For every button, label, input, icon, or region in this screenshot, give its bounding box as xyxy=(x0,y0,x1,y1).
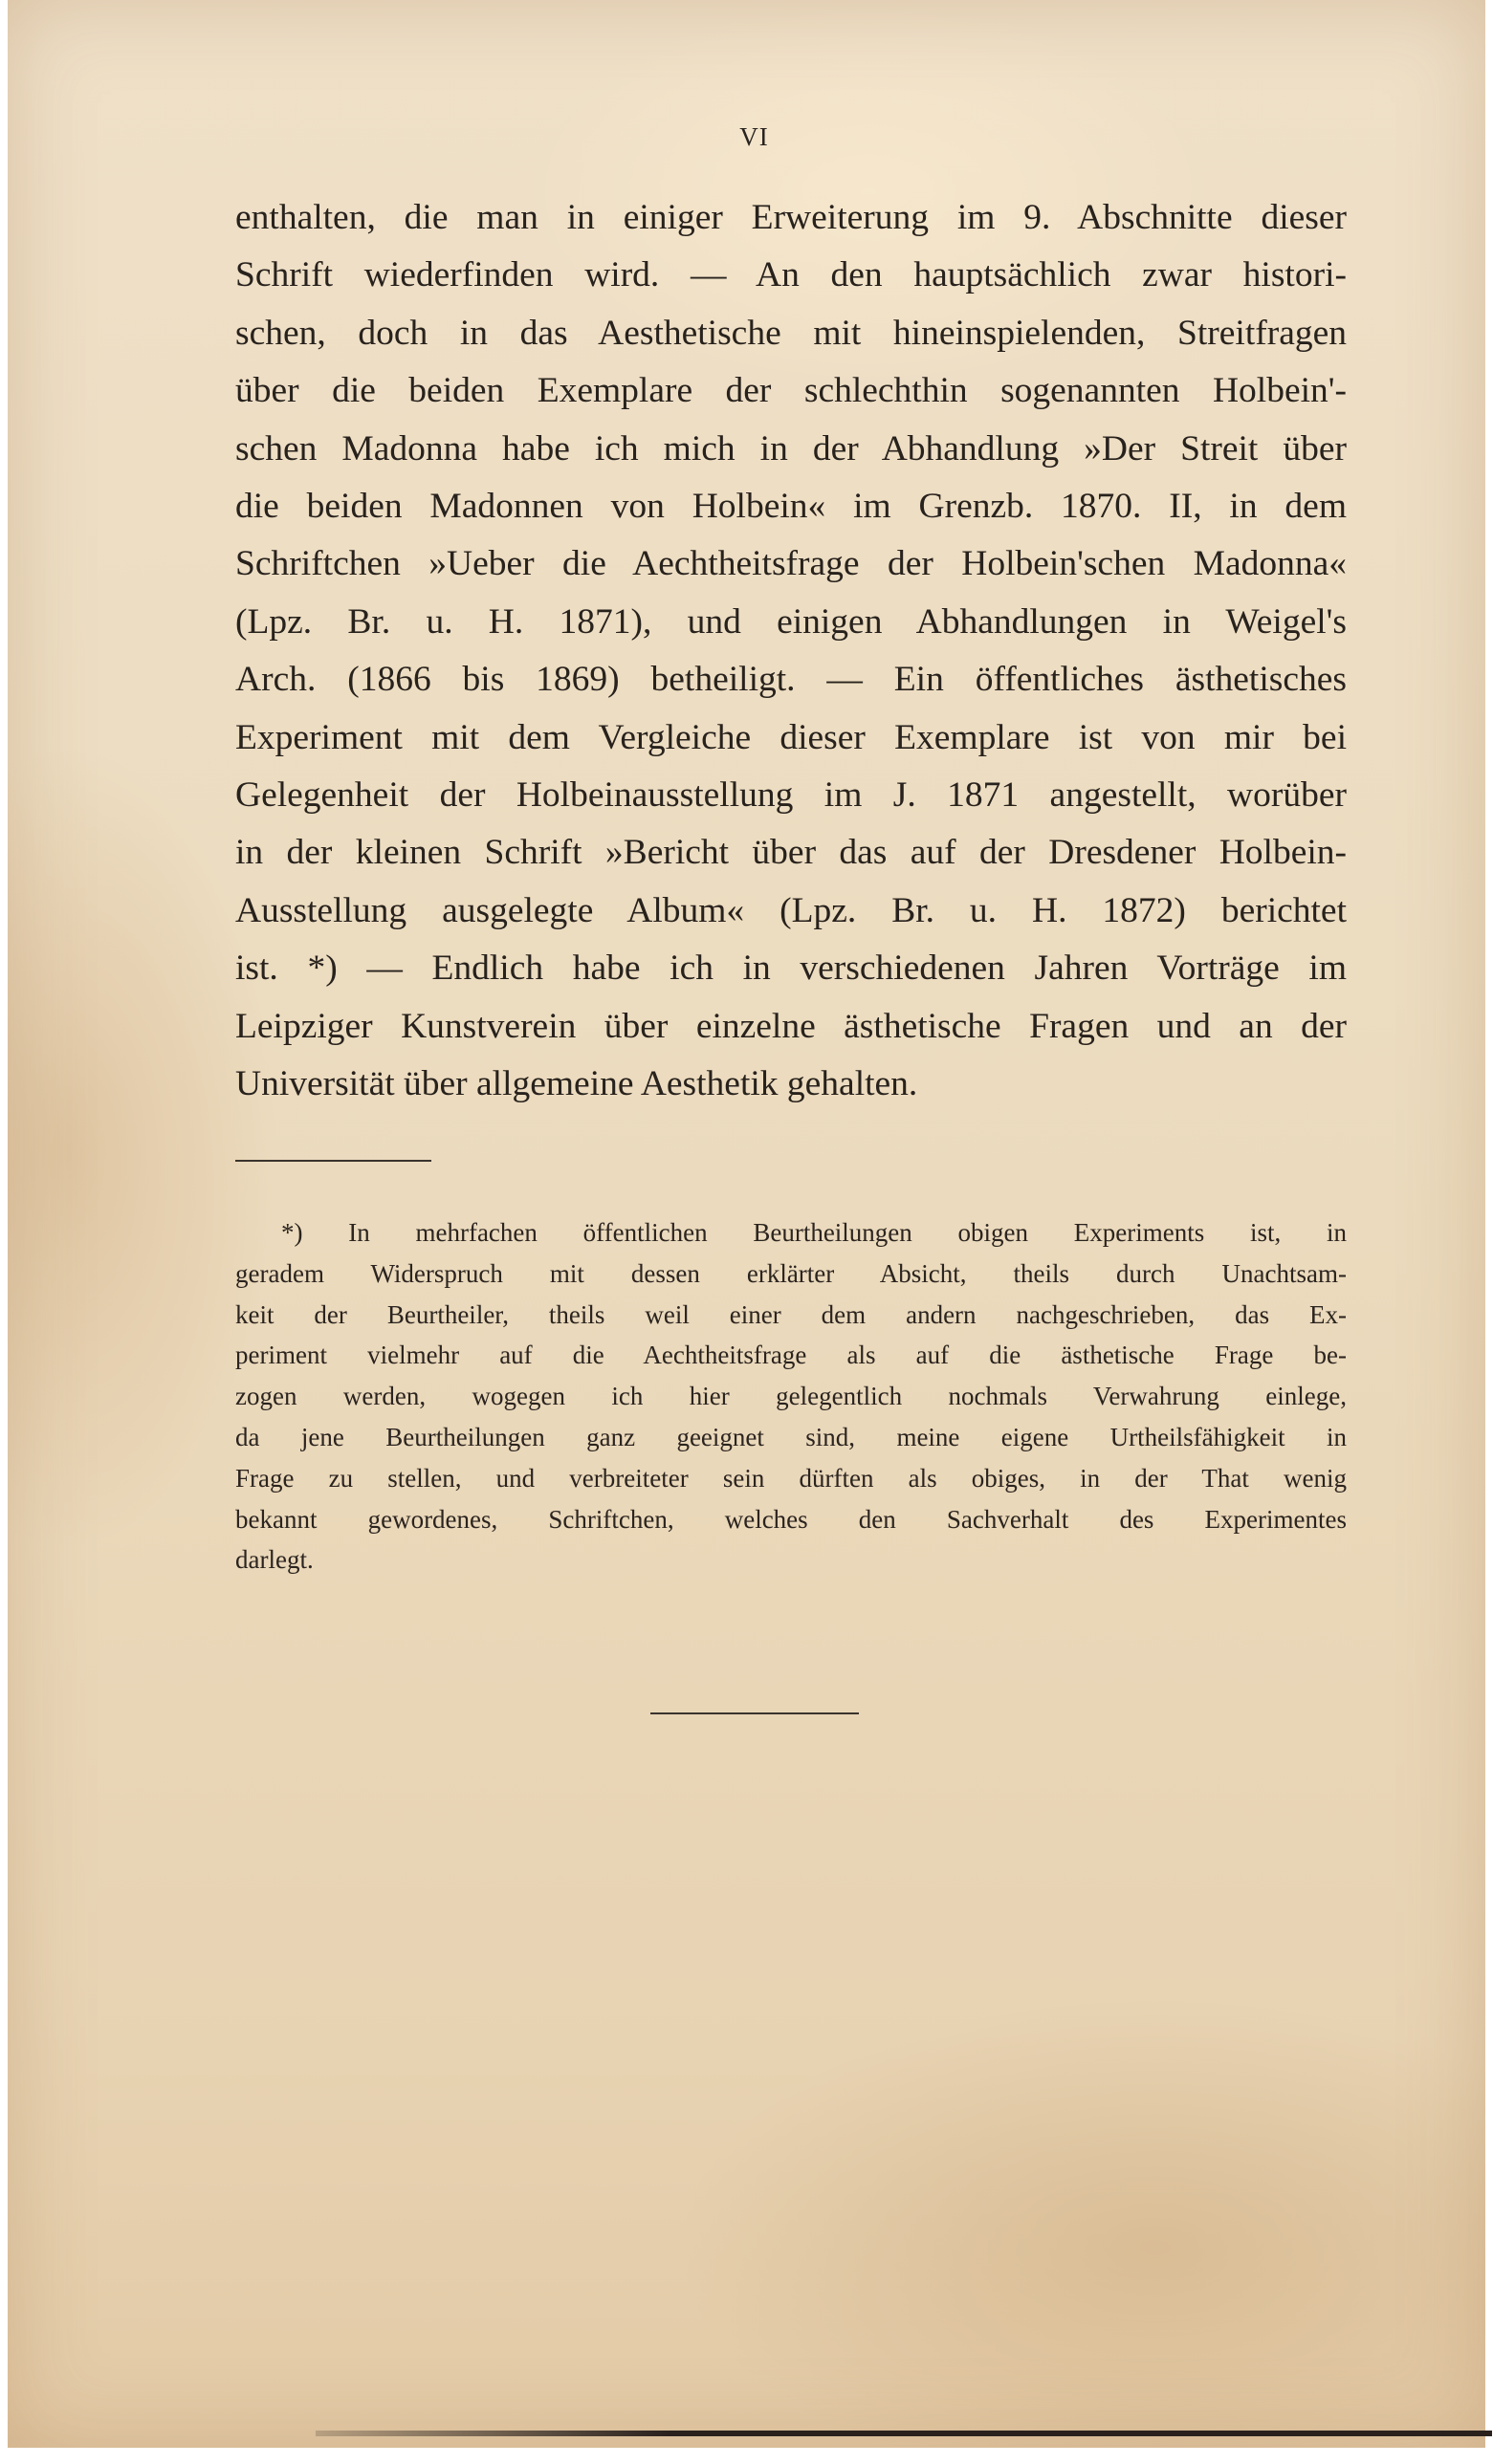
footnote xyxy=(235,1212,1347,1581)
footnote-line: Frage zu stellen, und verbreiteter sein dürften als obiges, in der That wenig xyxy=(235,1463,1347,1493)
text-line: die beiden Madonnen von Holbein« im Grenzb. 1870. II, in dem xyxy=(235,487,1347,527)
text-line: Gelegenheit der Holbeinausstellung im J. 1871 angestellt, worüber xyxy=(235,775,1347,816)
page-edge-shadow xyxy=(316,2431,1492,2436)
footnote-line: *) In mehrfachen öffentlichen Beurtheilungen obigen Experiments ist, in xyxy=(281,1218,1347,1247)
footnote-line: periment vielmehr auf die Aechtheitsfrage als auf die ästhetische Frage be- xyxy=(235,1341,1347,1370)
footnote-divider xyxy=(235,1160,431,1162)
section-end-divider xyxy=(650,1712,859,1714)
book-page xyxy=(8,0,1485,2448)
footnote-line: geradem Widerspruch mit dessen erklärter Absicht, theils durch Unachtsam- xyxy=(235,1258,1347,1288)
text-line: Schriftchen »Ueber die Aechtheitsfrage der Holbein'schen Madonna« xyxy=(235,544,1347,584)
page-number: VI xyxy=(739,122,769,151)
text-line: in der kleinen Schrift »Bericht über das auf der Dresdener Holbein- xyxy=(235,833,1347,873)
text-line: Arch. (1866 bis 1869) betheiligt. — Ein öffentliches ästhetisches xyxy=(235,660,1347,700)
text-line: (Lpz. Br. u. H. 1871), und einigen Abhandlungen in Weigel's xyxy=(235,601,1347,642)
footnote-line: darlegt. xyxy=(235,1545,314,1575)
text-line: Schrift wiederfinden wird. — An den hauptsächlich zwar histori- xyxy=(235,255,1347,295)
footnote-line: da jene Beurtheilungen ganz geeignet sind, meine eigene Urtheilsfähigkeit in xyxy=(235,1422,1347,1451)
footnote-line: bekannt gewordenes, Schriftchen, welches den Sachverhalt des Experimentes xyxy=(235,1504,1347,1534)
text-line: über die beiden Exemplare der schlechthin sogenannten Holbein'- xyxy=(235,371,1347,411)
text-line: Leipziger Kunstverein über einzelne ästhetische Fragen und an der xyxy=(235,1006,1347,1046)
text-line: Universität über allgemeine Aesthetik gehalten. xyxy=(235,1064,918,1104)
text-line: schen, doch in das Aesthetische mit hineinspielenden, Streitfragen xyxy=(235,313,1347,353)
main-text xyxy=(235,189,1347,1114)
text-line: Experiment mit dem Vergleiche dieser Exemplare ist von mir bei xyxy=(235,717,1347,757)
footnote-line: zogen werden, wogegen ich hier gelegentlich nochmals Verwahrung einlege, xyxy=(235,1382,1347,1411)
text-line: ist. *) — Endlich habe ich in verschiedenen Jahren Vorträge im xyxy=(235,949,1347,989)
text-line: enthalten, die man in einiger Erweiterung im 9. Abschnitte dieser xyxy=(235,198,1347,237)
text-line: schen Madonna habe ich mich in der Abhandlung »Der Streit über xyxy=(235,428,1347,469)
footnote-line: keit der Beurtheiler, theils weil einer dem andern nachgeschrieben, das Ex- xyxy=(235,1299,1347,1329)
text-line: Ausstellung ausgelegte Album« (Lpz. Br. u. H. 1872) berichtet xyxy=(235,890,1347,930)
